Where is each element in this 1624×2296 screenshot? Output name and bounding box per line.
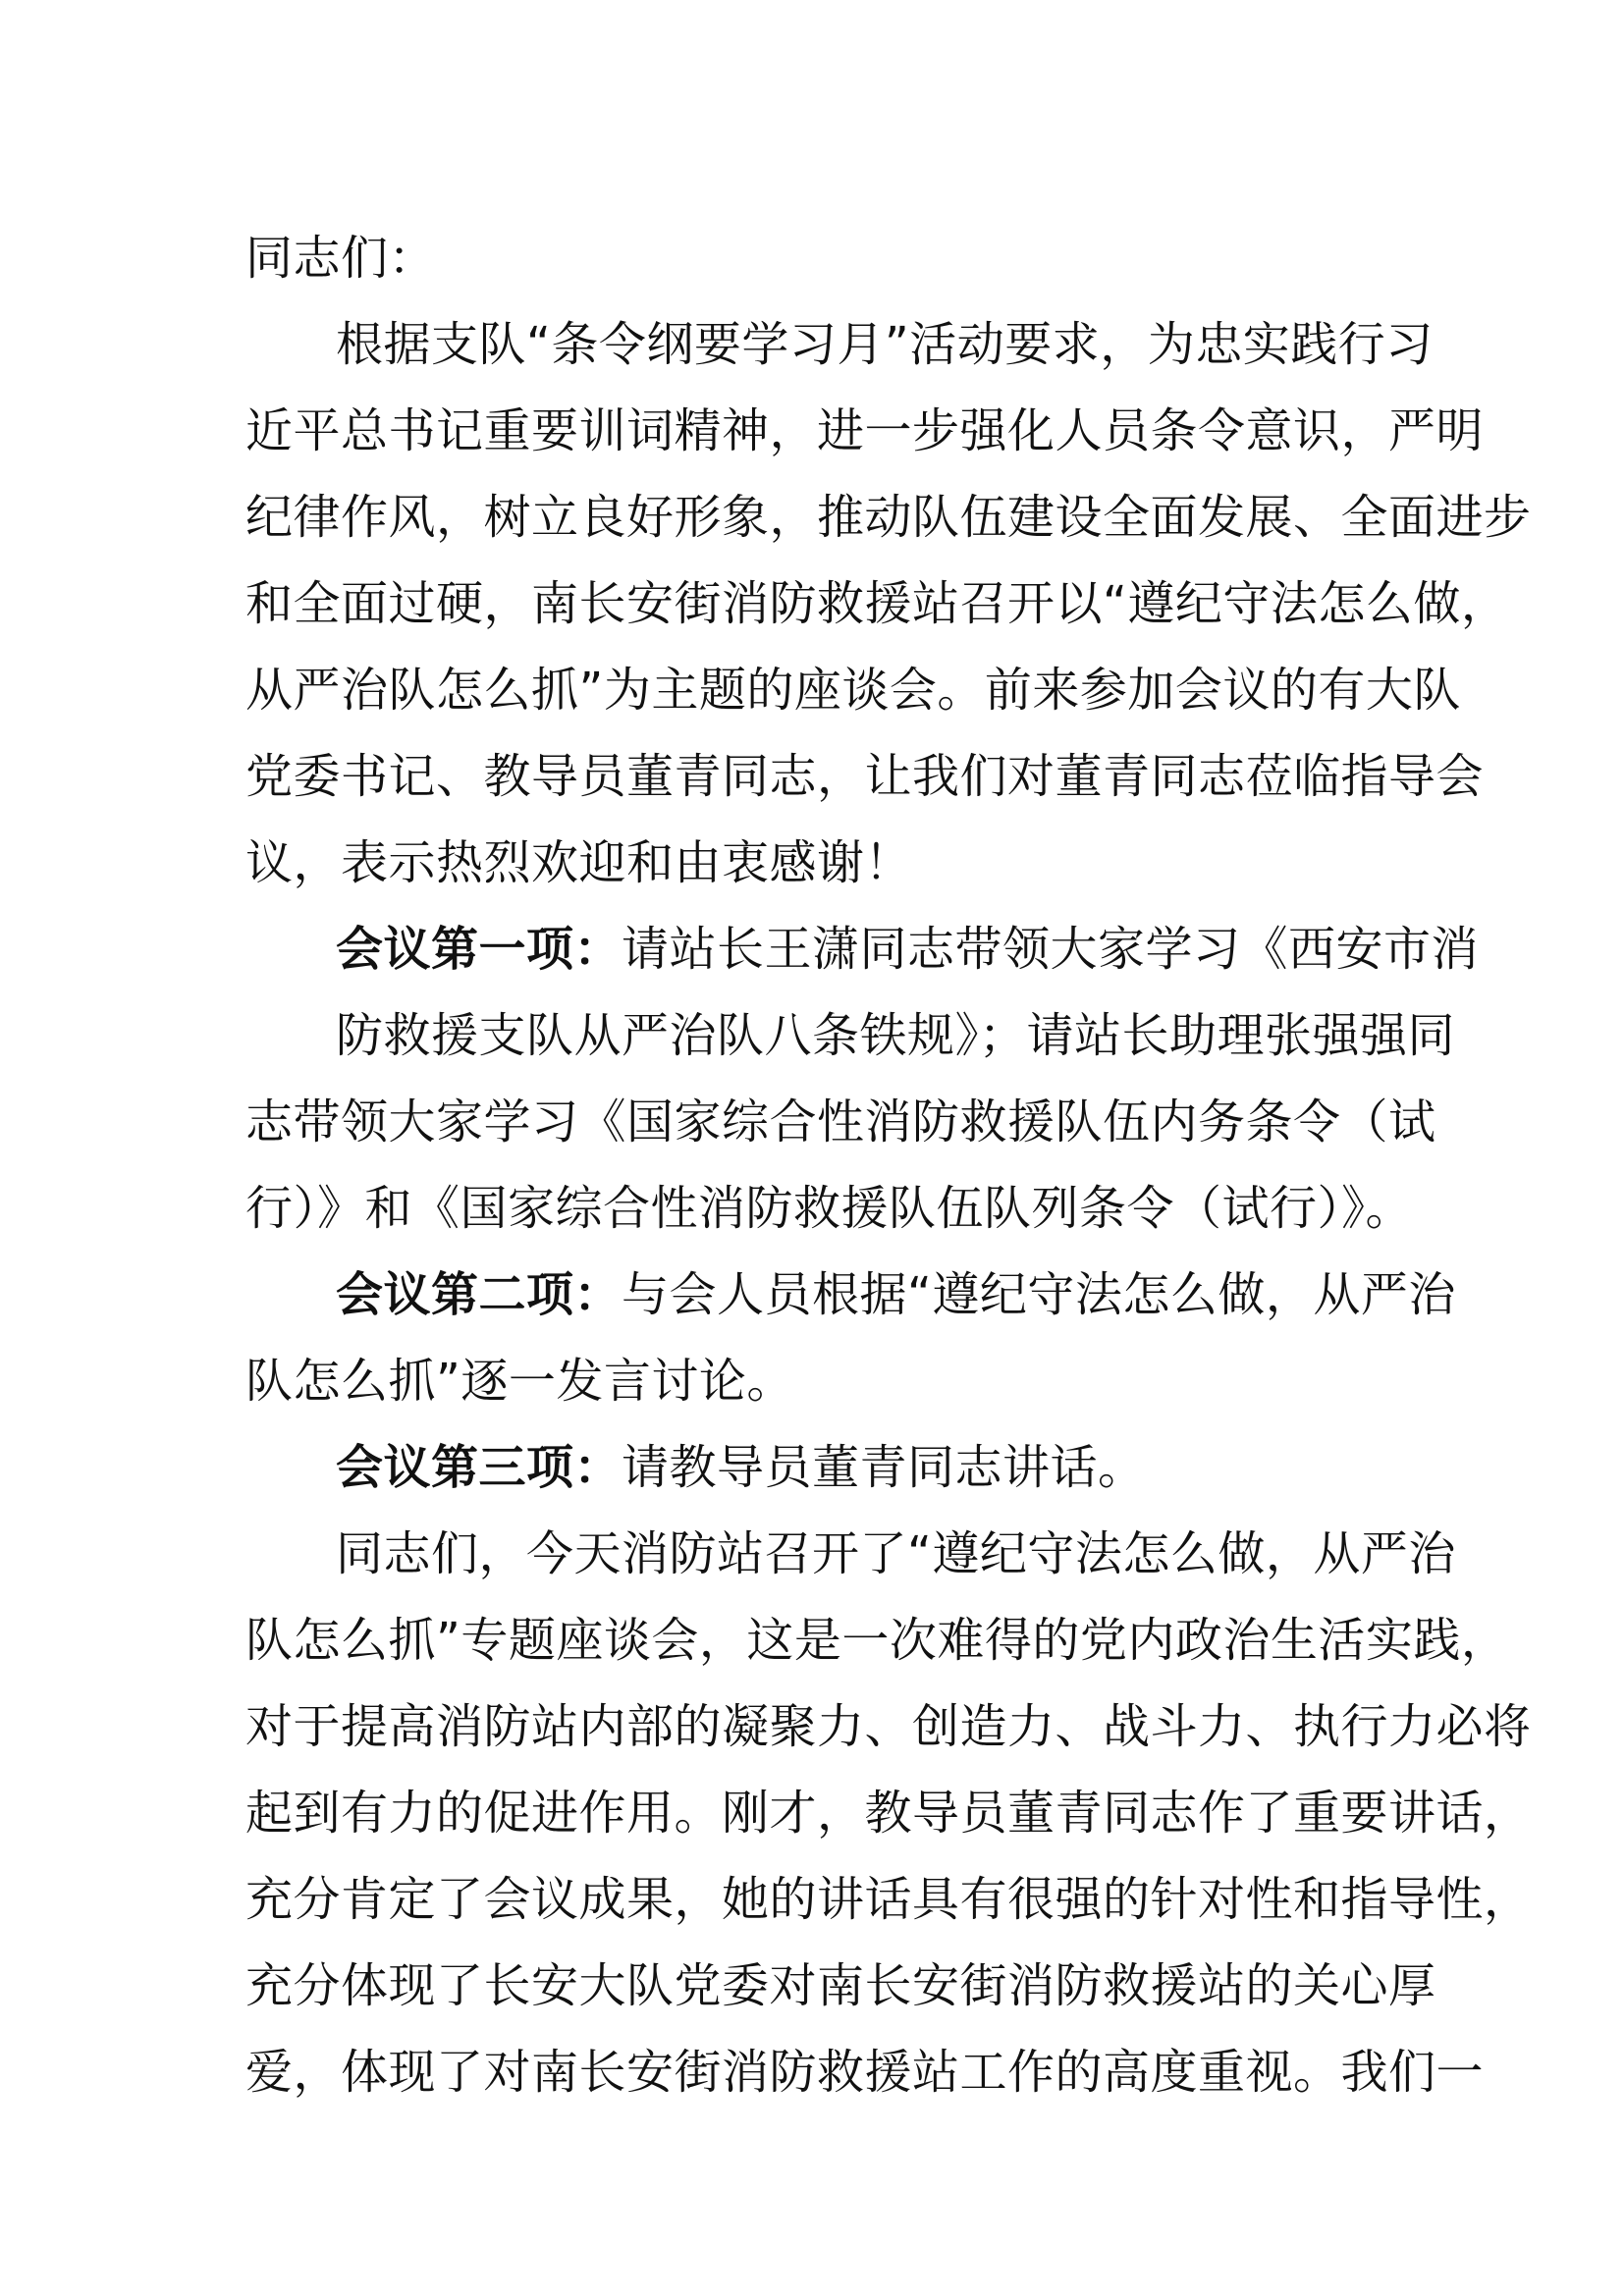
- paragraph-line: 根据支队“条令纲要学习月”活动要求，为忠实践行习: [336, 317, 1434, 372]
- paragraph-line: 队怎么抓”逐一发言讨论。: [245, 1354, 794, 1409]
- paragraph-line: 对于提高消防站内部的凝聚力、创造力、战斗力、执行力必将: [245, 1699, 1532, 1754]
- agenda-item-text: 请教导员董青同志讲话。: [622, 1440, 1146, 1495]
- greeting: 同志们：: [245, 231, 437, 286]
- paragraph-line: 行）》和《国家综合性消防救援队伍队列条令（试行）》。: [245, 1181, 1414, 1236]
- paragraph-line: 党委书记、教导员董青同志，让我们对董青同志莅临指导会: [245, 749, 1485, 804]
- paragraph-line: 充分肯定了会议成果，她的讲话具有很强的针对性和指导性，: [245, 1872, 1532, 1927]
- paragraph-line: 和全面过硬，南长安街消防救援站召开以“遵纪守法怎么做，: [245, 576, 1509, 631]
- paragraph-line: 起到有力的促进作用。刚才，教导员董青同志作了重要讲话，: [245, 1786, 1532, 1841]
- paragraph-line: 同志们，今天消防站召开了“遵纪守法怎么做，从严治: [336, 1526, 1456, 1581]
- paragraph-line: 充分体现了长安大队党委对南长安街消防救援站的关心厚: [245, 1958, 1436, 2013]
- agenda-item-label: 会议第一项：: [336, 922, 623, 977]
- paragraph-line: 爱，体现了对南长安街消防救援站工作的高度重视。我们一: [245, 2045, 1485, 2100]
- agenda-item-first-line: [336, 920, 1479, 979]
- paragraph-line: 志带领大家学习《国家综合性消防救援队伍内务条令（试: [245, 1095, 1436, 1149]
- paragraph-line: 队怎么抓”专题座谈会，这是一次难得的党内政治生活实践，: [245, 1613, 1509, 1668]
- agenda-item-label: 会议第三项：: [336, 1440, 623, 1495]
- agenda-item-text: 请站长王潇同志带领大家学习《西安市消: [622, 922, 1480, 977]
- paragraph-line: 从严治队怎么抓”为主题的座谈会。前来参加会议的有大队: [245, 663, 1461, 718]
- paragraph-line: 议，表示热烈欢迎和由衷感谢！: [245, 835, 913, 890]
- paragraph-line: 纪律作风，树立良好形象，推动队伍建设全面发展、全面进步: [245, 490, 1532, 545]
- paragraph-line: 防救援支队从严治队八条铁规》；请站长助理张强强同: [336, 1008, 1456, 1063]
- agenda-item-first-line: [336, 1265, 1456, 1324]
- agenda-item-label: 会议第二项：: [336, 1267, 623, 1322]
- paragraph-line: 近平总书记重要训词精神，进一步强化人员条令意识，严明: [245, 403, 1485, 458]
- agenda-item-first-line: [336, 1438, 1146, 1497]
- agenda-item-text: 与会人员根据“遵纪守法怎么做，从严治: [622, 1267, 1456, 1322]
